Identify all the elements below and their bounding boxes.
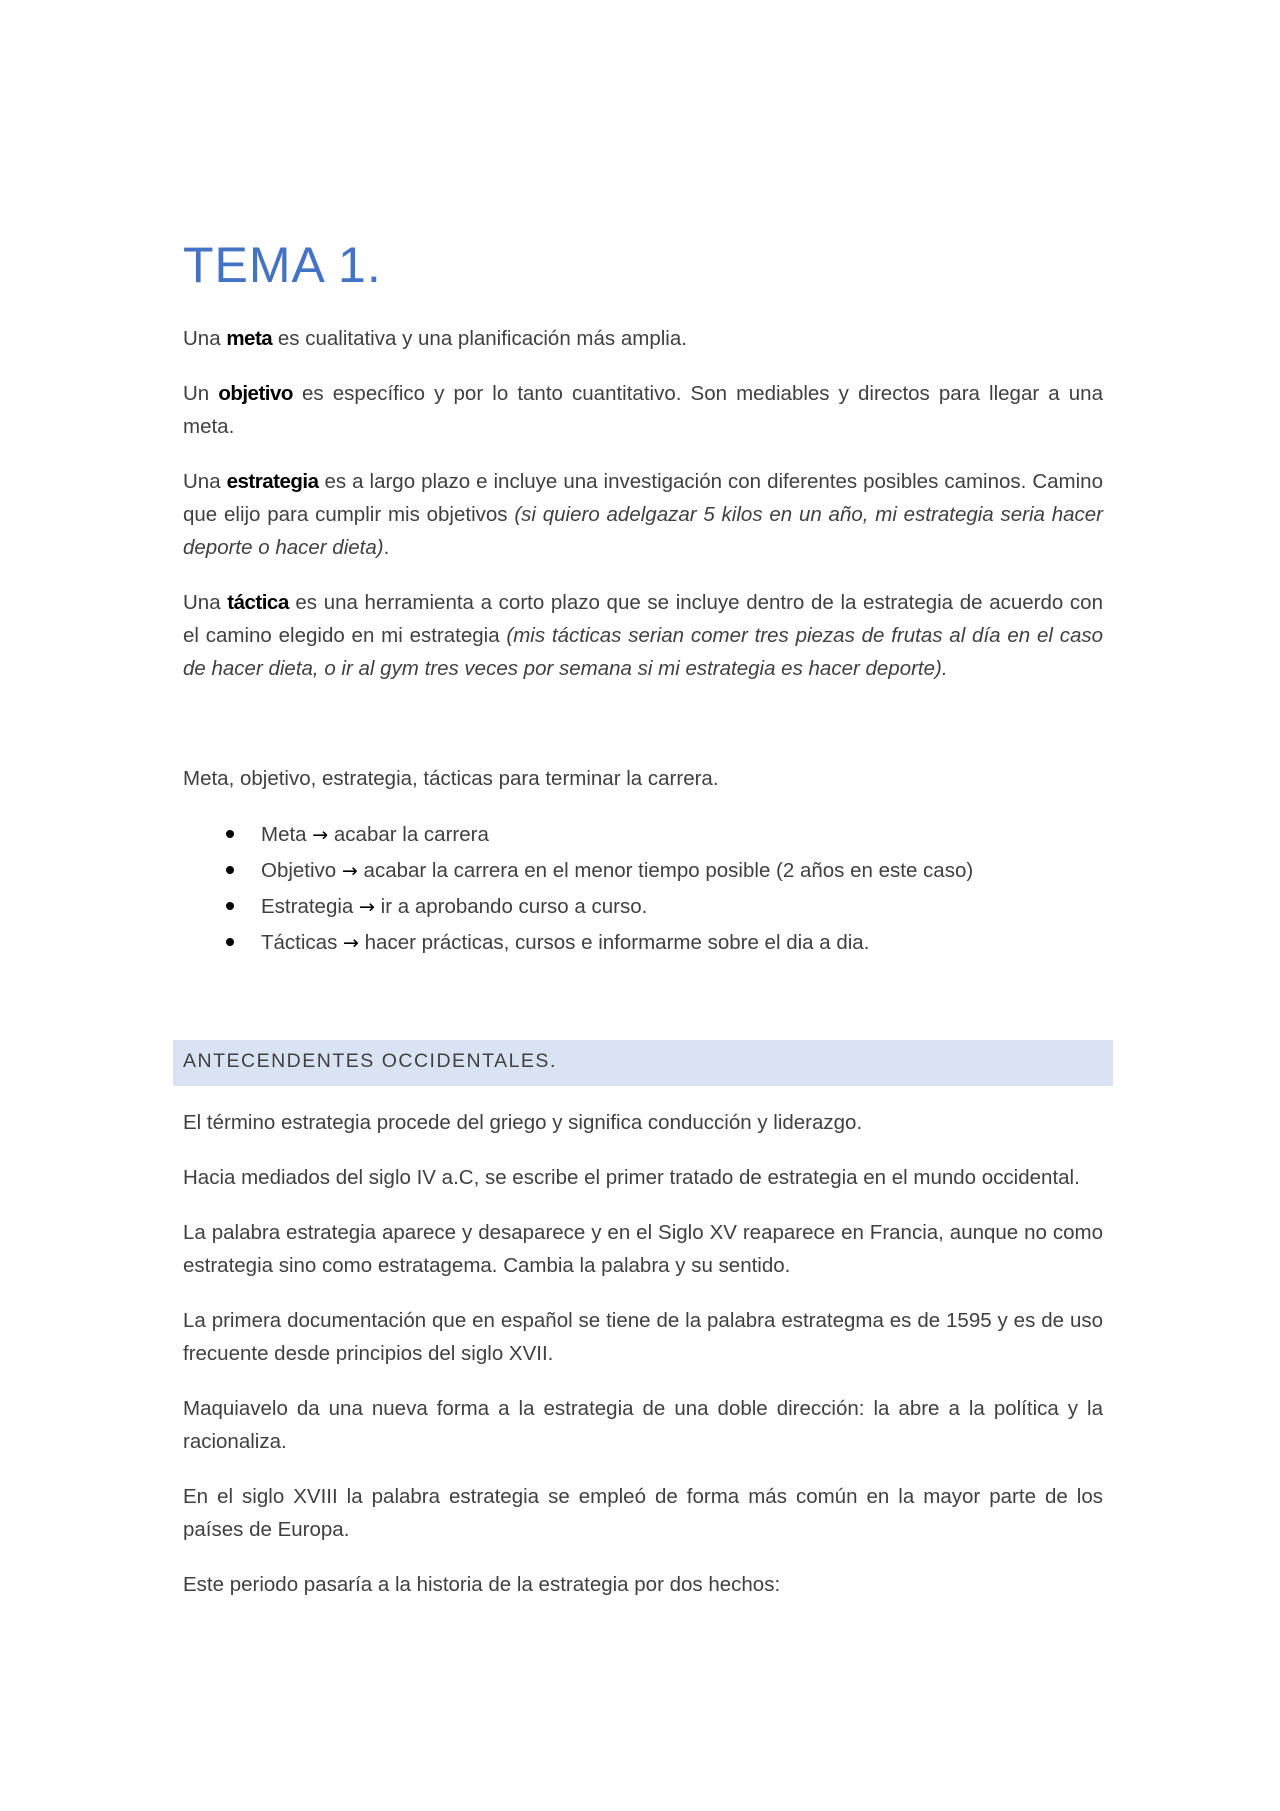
page-title: TEMA 1. bbox=[183, 237, 382, 293]
list-item: Estrategia → ir a aprobando curso a curso. bbox=[183, 889, 1103, 925]
definition-estrategia: Una estrategia es a largo plazo e incluye una investigación con diferentes posibles caminos. Camino que elijo para cumplir mis objetivos (si quiero adelgazar 5 kilos en un año, mi estrategia seria hacer deporte o hacer dieta). bbox=[183, 470, 1104, 559]
section-paragraph: Este periodo pasaría a la historia de la estrategia por dos hechos: bbox=[183, 1573, 781, 1596]
definition-meta: Una meta es cualitativa y una planificación más amplia. bbox=[183, 327, 687, 350]
section-heading: ANTECENDENTES OCCIDENTALES. bbox=[183, 1050, 557, 1072]
section-content bbox=[183, 1106, 1103, 1623]
section-paragraph: Maquiavelo da una nueva forma a la estrategia de una doble dirección: la abre a la política y la racionaliza. bbox=[183, 1397, 1103, 1453]
arrow-right-icon: → bbox=[312, 824, 329, 846]
bullet-icon bbox=[226, 830, 234, 838]
section-paragraph: En el siglo XVIII la palabra estrategia se empleó de forma más común en la mayor parte de los países de Europa. bbox=[183, 1485, 1103, 1541]
keyword-meta: meta bbox=[226, 327, 273, 350]
arrow-right-icon: → bbox=[343, 932, 359, 954]
example-tactica: (mis tácticas serian comer tres piezas de frutas al día en el caso de hacer dieta, o ir al gym tres veces por semana si mi estrategia es hacer deporte). bbox=[183, 624, 1103, 680]
bullet-list bbox=[183, 817, 1103, 961]
example-estrategia: (si quiero adelgazar 5 kilos en un año, mi estrategia seria hacer deporte o hacer dieta) bbox=[183, 503, 1104, 559]
bullet-icon bbox=[226, 902, 234, 910]
arrow-right-icon: → bbox=[359, 896, 375, 918]
spacer bbox=[183, 707, 1103, 762]
section-paragraph: Hacia mediados del siglo IV a.C, se escribe el primer tratado de estrategia en el mundo occidental. bbox=[183, 1166, 1080, 1189]
keyword-estrategia: estrategia bbox=[226, 470, 319, 493]
bullet-icon bbox=[226, 866, 234, 874]
bullet-icon bbox=[226, 938, 234, 946]
section-paragraph: La primera documentación que en español se tiene de la palabra estrategma es de 1595 y es de uso frecuente desde principios del siglo XVII. bbox=[183, 1309, 1103, 1365]
arrow-right-icon: → bbox=[341, 860, 358, 882]
section-paragraph: El término estrategia procede del griego y significa conducción y liderazgo. bbox=[183, 1111, 863, 1134]
definition-objetivo: Un objetivo es específico y por lo tanto cuantitativo. Son mediables y directos para llegar a una meta. bbox=[183, 382, 1103, 438]
keyword-tactica: táctica bbox=[227, 591, 289, 614]
list-item: Meta → acabar la carrera bbox=[183, 817, 1103, 853]
section-paragraph: La palabra estrategia aparece y desaparece y en el Siglo XV reaparece en Francia, aunque no como estrategia sino como estratagema. Cambia la palabra y su sentido. bbox=[183, 1221, 1103, 1277]
list-intro: Meta, objetivo, estrategia, tácticas para terminar la carrera. bbox=[183, 767, 719, 790]
main-content bbox=[183, 230, 1103, 961]
definition-tactica: Una táctica es una herramienta a corto plazo que se incluye dentro de la estrategia de acuerdo con el camino elegido en mi estrategia (mis tácticas serian comer tres piezas de frutas al día en el caso de hacer dieta, o ir al gym tres veces por semana si mi estrategia es hacer deporte). bbox=[183, 591, 1103, 680]
keyword-objetivo: objetivo bbox=[218, 382, 293, 405]
list-item: Tácticas → hacer prácticas, cursos e informarme sobre el dia a dia. bbox=[183, 925, 1103, 961]
section-heading-bar bbox=[173, 1040, 1113, 1086]
list-item: Objetivo → acabar la carrera en el menor tiempo posible (2 años en este caso) bbox=[183, 853, 1103, 889]
